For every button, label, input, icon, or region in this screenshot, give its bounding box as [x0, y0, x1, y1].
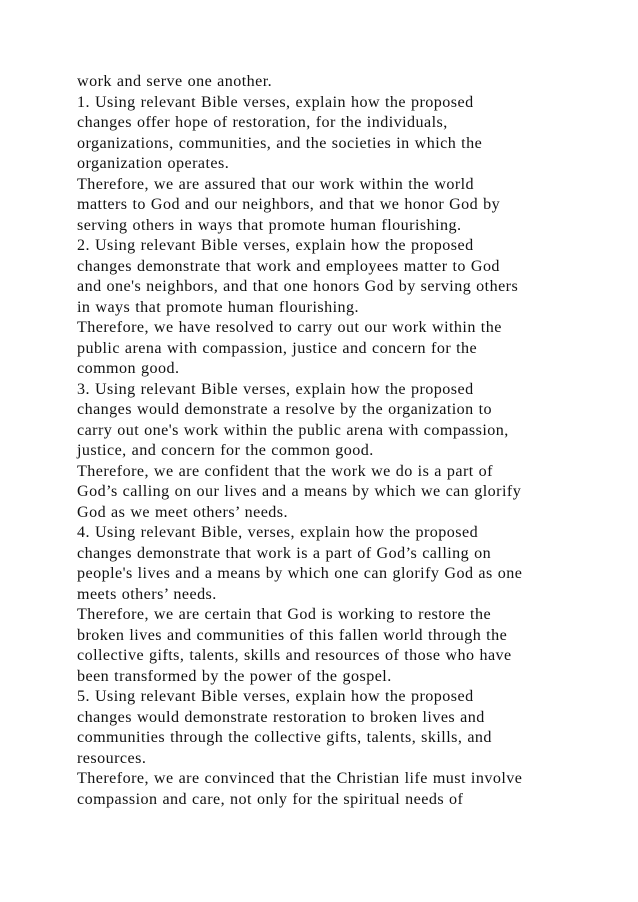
text-line: changes offer hope of restoration, for the individuals, — [77, 114, 448, 131]
document-body — [77, 72, 622, 810]
text-line: 1. Using relevant Bible verses, explain how the proposed — [77, 93, 474, 111]
text-line: justice, and concern for the common good. — [77, 442, 374, 459]
text-line: 2. Using relevant Bible verses, explain how the proposed — [77, 237, 474, 254]
text-line: matters to God and our neighbors, and that we honor God by — [77, 196, 501, 213]
text-line: broken lives and communities of this fallen world through the — [77, 626, 508, 644]
text-line: meets others’ needs. — [77, 585, 217, 603]
text-line: carry out one's work within the public arena with compassion, — [77, 421, 509, 439]
text-line: been transformed by the power of the gospel. — [77, 667, 392, 685]
text-line: collective gifts, talents, skills and resources of those who have — [77, 647, 512, 664]
text-line: 5. Using relevant Bible verses, explain how the proposed — [77, 688, 474, 705]
text-line: common good. — [77, 360, 180, 377]
text-line: changes would demonstrate a resolve by the organization to — [77, 401, 493, 418]
text-line: work and serve one another. — [77, 73, 273, 90]
text-line: changes demonstrate that work is a part of God’s calling on — [77, 544, 492, 562]
text-line: resources. — [77, 749, 147, 767]
text-line: Therefore, we are assured that our work within the world — [77, 175, 475, 193]
text-line: compassion and care, not only for the spiritual needs of — [77, 790, 464, 808]
text-line: and one's neighbors, and that one honors God by serving others — [77, 278, 519, 295]
text-line: Therefore, we are confident that the work we do is a part of — [77, 462, 493, 480]
text-line: changes demonstrate that work and employees matter to God — [77, 257, 500, 275]
text-line: God as we meet others’ needs. — [77, 503, 288, 521]
text-line: organization operates. — [77, 155, 230, 172]
text-line: Therefore, we have resolved to carry out our work within the — [77, 319, 502, 336]
text-line: 4. Using relevant Bible, verses, explain how the proposed — [77, 524, 479, 541]
text-line: changes would demonstrate restoration to broken lives and — [77, 708, 485, 726]
text-line: organizations, communities, and the societies in which the — [77, 134, 483, 152]
text-line: Therefore, we are convinced that the Christian life must involve — [77, 770, 523, 787]
text-line: people's lives and a means by which one can glorify God as one — [77, 565, 523, 582]
text-line: communities through the collective gifts, talents, skills, and — [77, 729, 492, 746]
text-line: serving others in ways that promote human flourishing. — [77, 216, 462, 234]
text-line: in ways that promote human flourishing. — [77, 298, 359, 316]
text-line: God’s calling on our lives and a means by which we can glorify — [77, 483, 522, 500]
text-line: public arena with compassion, justice and concern for the — [77, 339, 478, 357]
text-line: Therefore, we are certain that God is working to restore the — [77, 606, 492, 623]
text-line: 3. Using relevant Bible verses, explain how the proposed — [77, 380, 474, 398]
